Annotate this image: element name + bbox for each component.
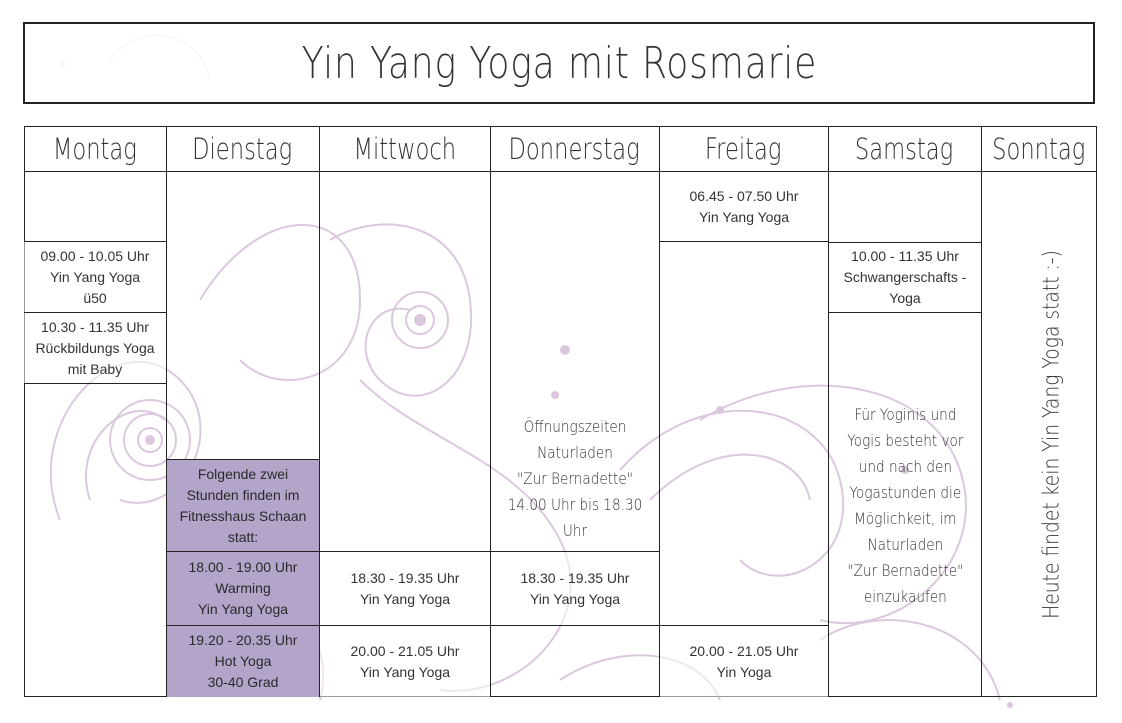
- dienstag-location-note: [167, 459, 319, 551]
- class-time: 20.00 - 21.05 Uhr: [350, 642, 460, 659]
- class-name: Yin Yang Yoga: [529, 590, 621, 607]
- note-line: Möglichkeit, im: [853, 508, 957, 528]
- note-line: Folgende zwei: [197, 465, 289, 482]
- header-label: Samstag: [855, 131, 954, 166]
- header-label: Montag: [52, 131, 137, 166]
- class-name: Yin Yang Yoga: [698, 208, 790, 225]
- class-time: 18.00 - 19.00 Uhr: [188, 559, 298, 575]
- header-samstag: [828, 126, 981, 172]
- class-time: 18.30 - 19.35 Uhr: [350, 569, 460, 586]
- header-montag: [24, 126, 166, 172]
- store-line: "Zur Bernadette": [517, 468, 633, 488]
- class-time: 10.30 - 11.35 Uhr: [41, 318, 149, 335]
- mittwoch-class-1: [320, 551, 490, 625]
- class-name: Warming: [215, 580, 271, 596]
- class-extra: ü50: [83, 289, 107, 306]
- freitag-class-2: [660, 625, 828, 697]
- note-line: Für Yoginis und: [853, 404, 957, 424]
- header-label: Donnerstag: [508, 131, 641, 166]
- header-dienstag: [166, 126, 319, 172]
- column-divider: [981, 126, 982, 697]
- class-name: Yin Yang Yoga: [359, 590, 451, 607]
- note-line: einzukaufen: [863, 586, 947, 606]
- title-box: [23, 22, 1095, 104]
- note-line: Stunden finden im: [186, 486, 300, 503]
- header-mittwoch: [319, 126, 490, 172]
- class-time: 06.45 - 07.50 Uhr: [689, 187, 799, 204]
- sonntag-note-text: Heute findet kein Yin Yang Yoga statt :-): [1039, 250, 1064, 619]
- header-label: Mittwoch: [353, 131, 456, 166]
- dienstag-class-1: [167, 551, 319, 625]
- class-name: Rückbildungs Yoga: [35, 339, 155, 356]
- class-name: Yin Yoga: [716, 663, 772, 680]
- header-label: Sonntag: [992, 131, 1086, 166]
- header-label: Dienstag: [192, 131, 293, 166]
- note-line: Yogastunden die: [849, 482, 961, 502]
- page-title: Yin Yang Yoga mit Rosmarie: [301, 37, 817, 89]
- class-extra: Yin Yang Yoga: [197, 601, 289, 617]
- class-extra: 30-40 Grad: [207, 674, 279, 690]
- class-extra: mit Baby: [67, 360, 123, 377]
- header-label: Freitag: [705, 131, 782, 166]
- dienstag-class-2: [167, 625, 319, 697]
- schedule-table: [24, 126, 1097, 697]
- class-name: Hot Yoga: [214, 653, 272, 669]
- class-time: 19.20 - 20.35 Uhr: [188, 632, 298, 648]
- note-line: "Zur Bernadette": [846, 560, 963, 580]
- class-time: 10.00 - 11.35 Uhr: [851, 248, 959, 264]
- class-name: Schwangerschafts -: [843, 269, 967, 285]
- note-line: und nach den: [858, 456, 952, 476]
- montag-empty-cell: [24, 172, 166, 242]
- class-name: Yin Yang Yoga: [359, 663, 451, 680]
- store-line: 14.00 Uhr bis 18.30 Uhr: [507, 494, 643, 540]
- samstag-class-1: [829, 242, 981, 313]
- class-name: Yin Yang Yoga: [49, 268, 141, 285]
- class-time: 09.00 - 10.05 Uhr: [40, 247, 150, 264]
- donnerstag-class-1: [491, 551, 659, 626]
- note-line: Naturladen: [867, 534, 943, 554]
- class-extra: Yoga: [889, 290, 921, 306]
- freitag-class-1: [660, 172, 828, 242]
- sonntag-no-class-note: [1006, 172, 1097, 697]
- montag-class-1: [24, 242, 166, 313]
- donnerstag-store-hours: [491, 406, 659, 551]
- store-line: Naturladen: [537, 442, 613, 462]
- note-line: statt:: [227, 528, 259, 545]
- note-line: Yogis besteht vor: [846, 430, 964, 450]
- class-time: 18.30 - 19.35 Uhr: [520, 569, 630, 586]
- store-line: Öffnungszeiten: [523, 416, 627, 436]
- header-freitag: [659, 126, 828, 172]
- header-donnerstag: [490, 126, 659, 172]
- samstag-shopping-note: [829, 314, 981, 697]
- class-time: 20.00 - 21.05 Uhr: [689, 642, 799, 659]
- header-sonntag: [981, 126, 1097, 172]
- montag-class-2: [24, 313, 166, 384]
- note-line: Fitnesshaus Schaan: [179, 507, 307, 524]
- mittwoch-class-2: [320, 625, 490, 697]
